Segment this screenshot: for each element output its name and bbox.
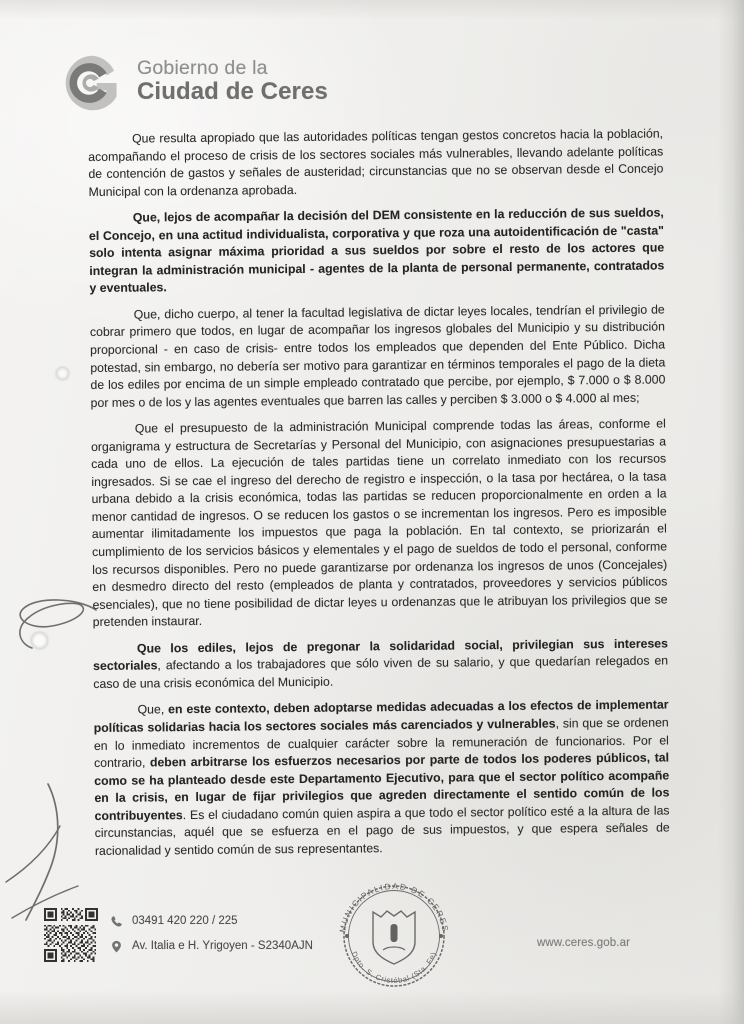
footer-website-url: www.ceres.gob.ar bbox=[537, 937, 630, 949]
paper-punch-hole bbox=[56, 367, 69, 380]
map-pin-icon bbox=[110, 939, 123, 954]
wordmark-line-2: Ciudad de Ceres bbox=[137, 78, 328, 106]
phone-icon bbox=[110, 914, 123, 929]
handwritten-ink-loop-annotation bbox=[8, 596, 104, 662]
footer-phone-text: 03491 420 220 / 225 bbox=[132, 915, 238, 927]
footer-contact-block bbox=[110, 909, 313, 959]
footer-address-row bbox=[110, 934, 313, 959]
scan-edge-shadow-top bbox=[0, 0, 744, 20]
paragraph-3: Que, dicho cuerpo, al tener la facultad legislativa de dictar leyes locales, tendrían el privilegio de cobrar primero que todos, en lugar de acompañar los ingresos globales del Municipio y su distribución proporcional - en caso de crisis- entre todos los empleados que dependen del Ente Público. Dicha potestad, sin embargo, no debería ser motivo para garantizar en términos temporales el pago de la dieta de los ediles por encima de un simple empleado contratado que percibe, por ejemplo, $ 7.000 o $ 8.000 por mes o de los y las agentes eventuales que barren las calles y perciben $ 3.000 o $ 4.000 al mes; bbox=[89, 302, 666, 410]
footer-address-text: Av. Italia e H. Yrigoyen - S2340AJN bbox=[132, 940, 313, 952]
qr-code-icon bbox=[44, 908, 98, 962]
paragraph-1: Que resulta apropiado que las autoridades políticas tengan gestos concretos hacia la población, acompañando el proceso de crisis de los sectores sociales más vulnerables, llevando adelante políticas de contención de gastos y señales de austeridad; circunstancias que no se observan desde el Concejo Municipal con la ordenanza aprobada. bbox=[88, 126, 664, 199]
paper-punch-hole bbox=[31, 632, 48, 649]
paragraph-2: Que, lejos de acompañar la decisión del DEM consistente en la reducción de sus sueldos, el Concejo, en una actitud individualista, corporativa y que roza una autoidentificación de "casta" solo intenta asignar máxima prioridad a sus sueldos por sobre el resto de los actores que integran la administración municipal - agentes de la planta de personal permanente, contratados y eventuales. bbox=[88, 205, 665, 296]
scan-edge-shadow-bottom bbox=[0, 990, 744, 1024]
ceres-cg-monogram-logo-icon bbox=[62, 52, 124, 114]
svg-text:Dpto. S. Cristóbal (Sta. Fe): Dpto. S. Cristóbal (Sta. Fe) bbox=[349, 950, 439, 986]
footer-phone-row bbox=[110, 909, 313, 934]
paragraph-4: Que el presupuesto de la administración Municipal comprende todas las áreas, conforme el organigrama y estructura de Secretarías y Personal del Municipio, con asignaciones presupuestarias a cada uno de ellos. La ejecución de tales partidas tiene un correlato inmediato con los recursos ingresados. Si se cae el ingreso del derecho de registro e inspección, o la tasa por hectárea, o la tasa urbana debido a la crisis económica, todas las partidas se reducen proporcionalmente en orden a la menor cantidad de ingresos. O se reducen los gastos o se incrementan los ingresos. Pero es imposible aumentar ilimitadamente los impuestos que paga la población. En tal contexto, se priorizarán el cumplimiento de los servicios básicos y elementales y el pago de sueldos de todo el personal, conforme los recursos disponibles. Pero no puede garantizarse por ordenanza los ingresos de unos (Concejales) en desmedro directo del resto (empleados de planta y contratados, proveedores y servicios públicos esenciales), que no tiene posibilidad de dictar leyes u ordenanzas que le atribuyan los privilegios que se pretenden instaurar. bbox=[90, 416, 668, 630]
paragraph-6: Que, en este contexto, deben adoptarse medidas adecuadas a los efectos de implementar políticas solidarias hacia los sectores sociales más carenciados y vulnerables, sin que se ordenen en lo inmediato incrementos de cualquier carácter sobre la remuneración de funcionarios. Por el contrario, deben arbitrarse los esfuerzos necesarios por parte de todos los poderes públicos, tal como se ha planteado desde este Departamento Ejecutivo, para que el sector político acompañe en la crisis, en lugar de fijar privilegios que agreden directamente el sentido común de los contribuyentes. Es el ciudadano común quien aspira a que todo el sector político esté a la altura de las circunstancias, aquél que se esfuerza en el pago de sus impuestos, y que espera señales de racionalidad y sentido común de sus representantes. bbox=[93, 697, 670, 858]
footer bbox=[0, 898, 744, 978]
paragraph-5: Que los ediles, lejos de pregonar la solidaridad social, privilegian sus intereses sectoriales, afectando a los trabajadores que sólo viven de su salario, y que quedarían relegados en caso de una crisis económica del Municipio. bbox=[93, 636, 669, 691]
letterhead bbox=[62, 52, 328, 114]
svg-text:MUNICIPALIDAD DE CERES: MUNICIPALIDAD DE CERES bbox=[337, 880, 451, 934]
document-body bbox=[88, 125, 670, 869]
wordmark-line-1: Gobierno de la bbox=[137, 57, 268, 80]
wordmark bbox=[137, 59, 328, 106]
scan-edge-shadow-right bbox=[718, 0, 744, 1024]
